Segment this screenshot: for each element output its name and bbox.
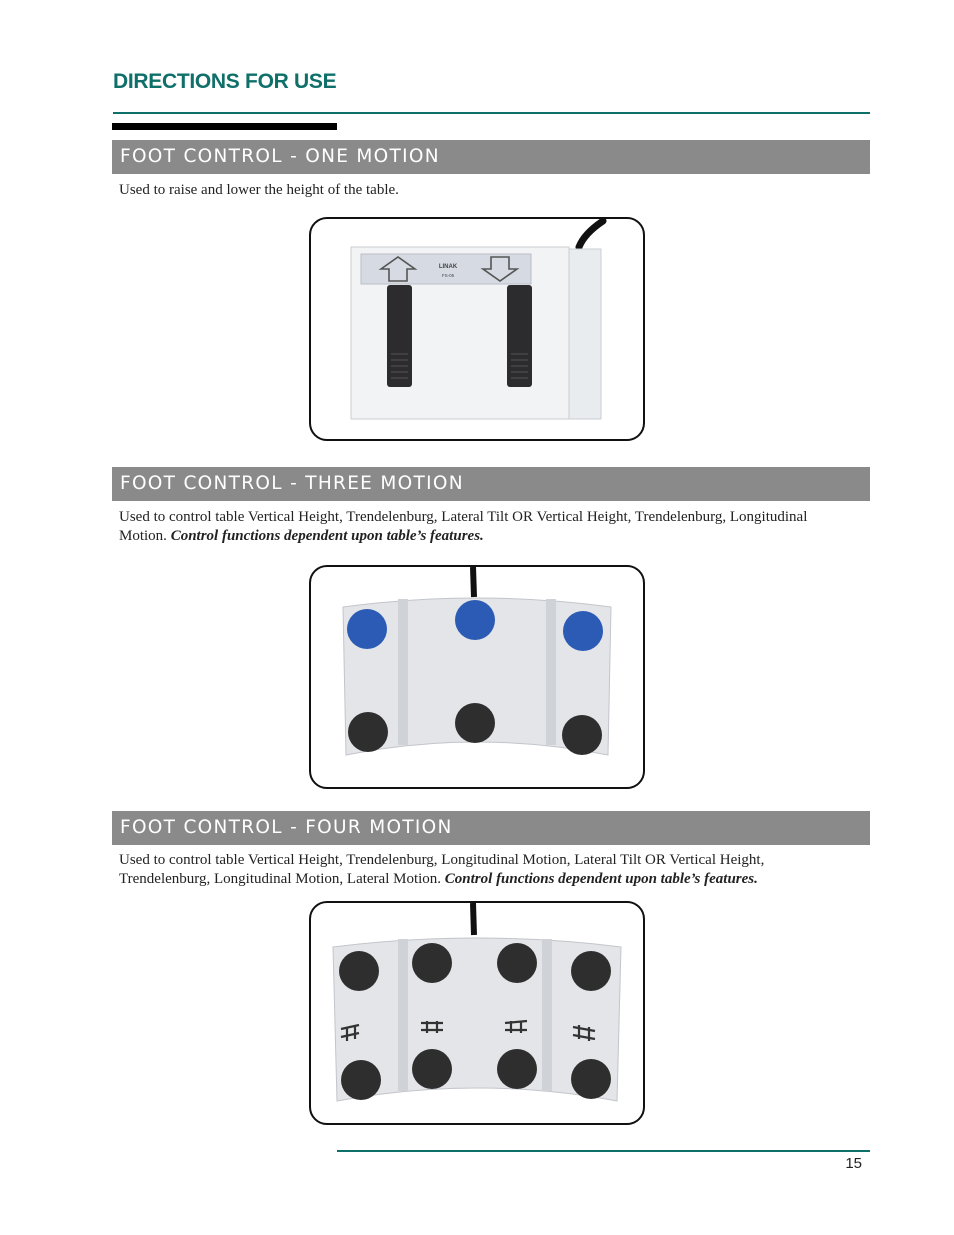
header-rule — [113, 112, 870, 114]
description-text: Used to raise and lower the height of the table. — [119, 182, 399, 198]
section-description-four-motion — [119, 851, 859, 889]
description-emphasis: Control functions dependent upon table’s features. — [170, 528, 484, 544]
photo-one-motion-foot-control — [309, 217, 645, 441]
page-number: 15 — [845, 1155, 862, 1172]
description-emphasis: Control functions dependent upon table’s features. — [444, 871, 758, 887]
page-title: DIRECTIONS FOR USE — [113, 70, 337, 93]
photo-label-model: FS-05 — [441, 273, 455, 278]
section-heading-four-motion: FOOT CONTROL - FOUR MOTION — [112, 811, 870, 845]
photo-three-motion-foot-control — [309, 565, 645, 789]
section-description-one-motion — [119, 181, 859, 200]
section-description-three-motion — [119, 508, 859, 546]
description-text: Used to control table Vertical Height, Trendelenburg, Longitudinal Motion, Lateral Tilt OR Vertical Height, Trendelenburg, Longitudinal Motion, Lateral Motion. — [119, 852, 765, 887]
photo-four-motion-foot-control — [309, 901, 645, 1125]
header-accent-bar — [112, 123, 337, 130]
section-heading-one-motion: FOOT CONTROL - ONE MOTION — [112, 140, 870, 174]
description-text: Used to control table Vertical Height, Trendelenburg, Lateral Tilt OR Vertical Height, Trendelenburg, Longitudinal Motion. — [119, 509, 808, 544]
photo-label-brand: LINAK — [438, 264, 458, 270]
footer-rule — [337, 1150, 870, 1152]
section-heading-three-motion: FOOT CONTROL - THREE MOTION — [112, 467, 870, 501]
